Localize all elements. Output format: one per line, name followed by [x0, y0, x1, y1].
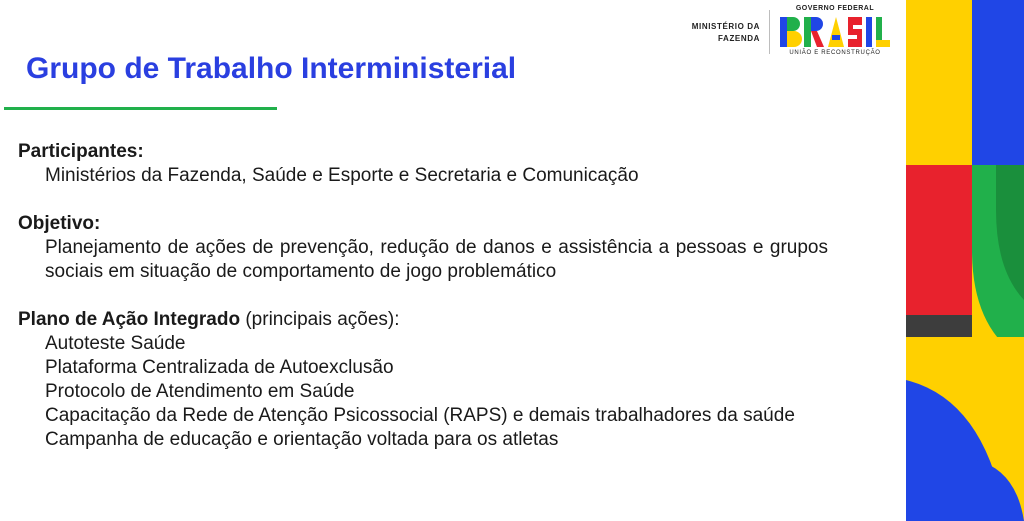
- ministry-label: [640, 21, 760, 45]
- list-item: Campanha de educação e orientação voltada para os atletas: [45, 429, 559, 450]
- list-item: Capacitação da Rede de Atenção Psicossocial (RAPS) e demais trabalhadores da saúde: [45, 405, 795, 426]
- brasil-logo: [778, 15, 892, 49]
- list-item: Protocolo de Atendimento em Saúde: [45, 381, 355, 402]
- list-item: Autoteste Saúde: [45, 333, 186, 354]
- decorative-side-art: [906, 0, 1024, 521]
- title-underline: [4, 107, 277, 110]
- objective-text: Planejamento de ações de prevenção, redução de danos e assistência a pessoas e grupos sociais em situação de comportamento de jogo problemático: [45, 237, 828, 282]
- list-item: Plataforma Centralizada de Autoexclusão: [45, 357, 394, 378]
- gov-slogan: UNIÃO E RECONSTRUÇÃO: [789, 50, 881, 56]
- participants-text: Ministérios da Fazenda, Saúde e Esporte e Secretaria e Comunicação: [45, 165, 639, 186]
- plan-list: [18, 332, 828, 452]
- page-title: Grupo de Trabalho Interministerial: [26, 52, 517, 85]
- objective-heading: Objetivo:: [18, 213, 101, 234]
- ministry-line-2: FAZENDA: [718, 34, 760, 43]
- content: [18, 140, 828, 452]
- plan-heading-bold: Plano de Ação Integrado: [18, 309, 241, 330]
- participants-heading: Participantes:: [18, 141, 144, 162]
- logo-divider: [769, 10, 770, 54]
- gov-federal-label: GOVERNO FEDERAL: [795, 5, 875, 12]
- plan-heading-suffix: (principais ações):: [240, 309, 400, 330]
- plan-heading: [18, 308, 828, 332]
- ministry-line-1: MINISTÉRIO DA: [691, 22, 760, 31]
